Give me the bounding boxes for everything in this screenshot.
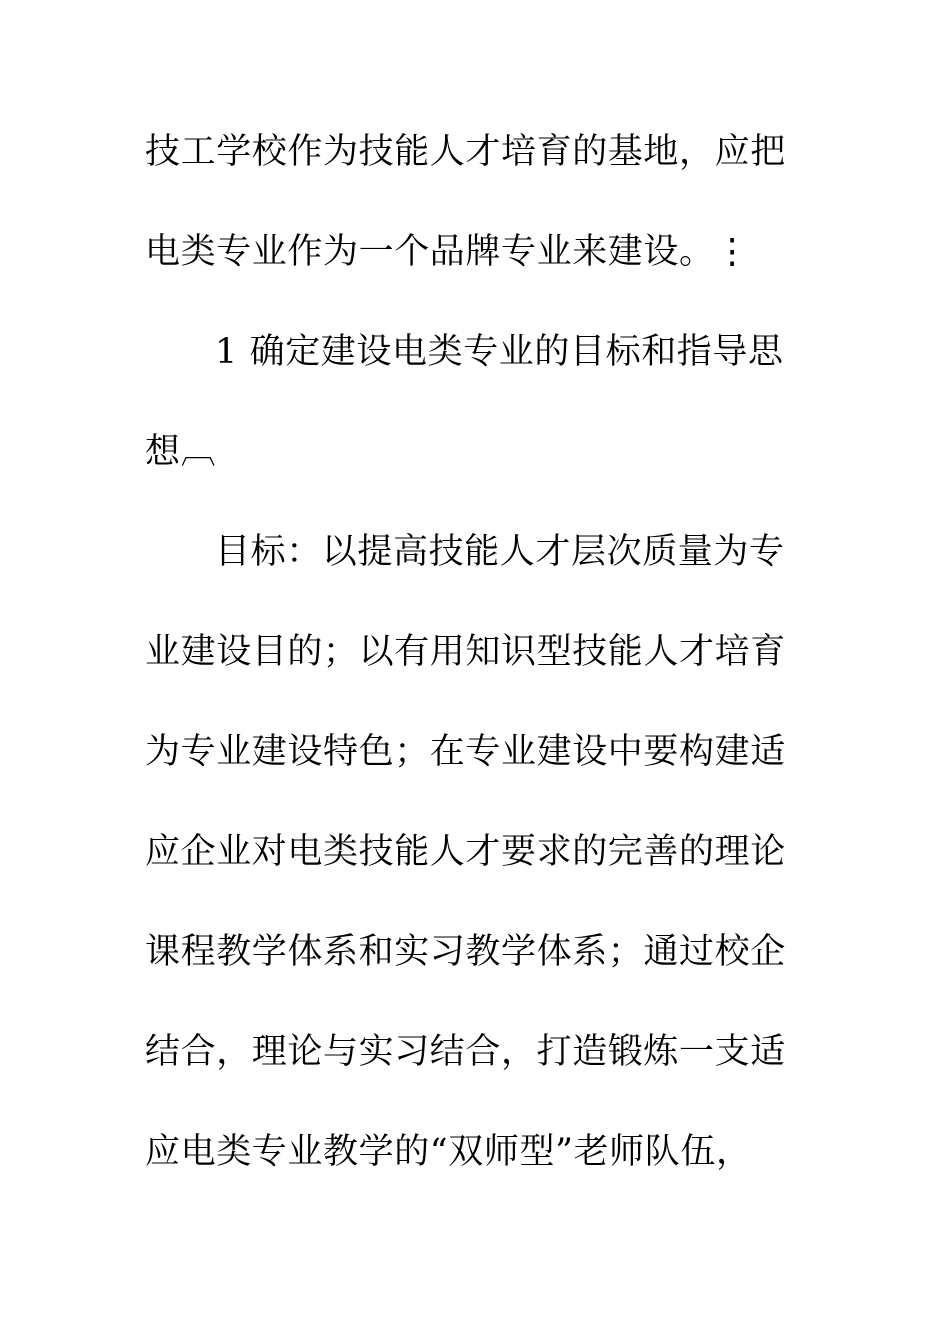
paragraph-line: 技工学校作为技能人才培育的基地，应把 xyxy=(145,132,786,172)
paragraph-line: 电类专业作为一个品牌专业来建设。⋮ xyxy=(145,232,751,272)
paragraph-line: 目标：以提高技能人才层次质量为专 xyxy=(215,532,785,572)
paragraph-line: 为专业建设特色；在专业建设中要构建适 xyxy=(145,732,786,772)
section-heading-line: 想︹ xyxy=(145,432,217,472)
paragraph-line: 业建设目的；以有用知识型技能人才培育 xyxy=(145,632,786,672)
paragraph-line: 课程教学体系和实习教学体系；通过校企 xyxy=(145,932,786,972)
section-heading-line: 1 确定建设电类专业的目标和指导思 xyxy=(215,332,784,372)
paragraph-line: 应企业对电类技能人才要求的完善的理论 xyxy=(145,832,786,872)
paragraph-line: 结合，理论与实习结合，打造锻炼一支适 xyxy=(145,1032,786,1072)
paragraph-line: 应电类专业教学的“双师型”老师队伍， xyxy=(145,1132,752,1172)
